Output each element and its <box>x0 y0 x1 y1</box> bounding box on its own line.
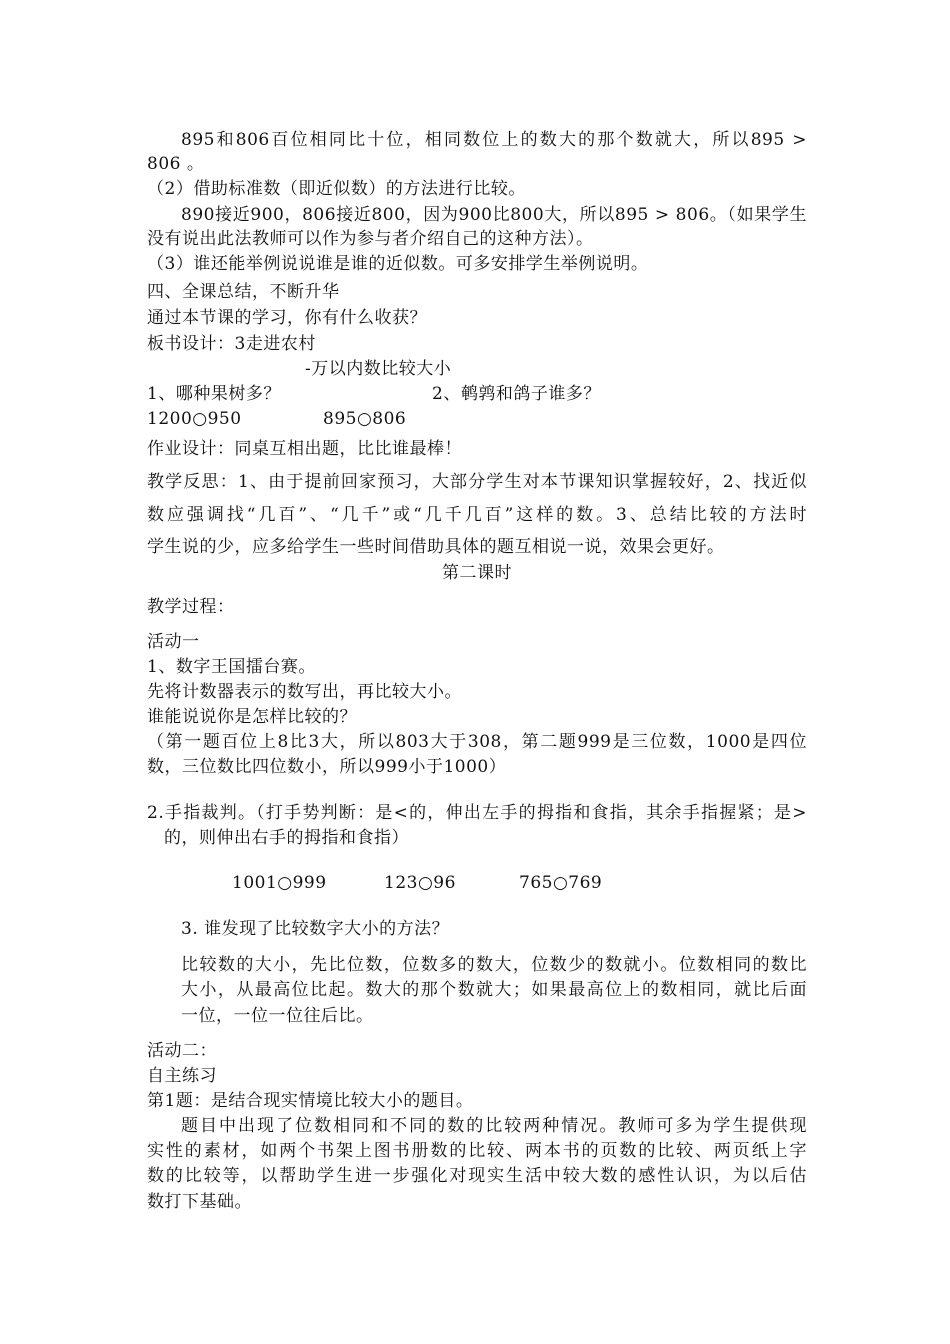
paragraph-line: 895○806 <box>323 409 407 429</box>
paragraph-line: 895和806百位相同比十位，相同数位上的数大的那个数就大，所以895 > <box>181 130 807 150</box>
paragraph-line: 自主练习 <box>147 1066 217 1086</box>
paragraph-line: 数的比较等，以帮助学生进一步强化对现实生活中较大数的感性认识，为以后估 <box>147 1166 807 1186</box>
paragraph-line: 教学过程： <box>147 597 235 617</box>
paragraph-line: 实性的素材，如两个书架上图书册数的比较、两本书的页数的比较、两页纸上字 <box>147 1141 807 1161</box>
paragraph-line: 谁能说说你是怎样比较的？ <box>147 707 357 727</box>
paragraph-line: 题目中出现了位数相同和不同的数的比较两种情况。教师可多为学生提供现 <box>181 1116 807 1136</box>
paragraph-line: 2.手指裁判。（打手势判断：是<的，伸出左手的拇指和食指，其余手指握紧；是> <box>147 803 807 823</box>
paragraph-line: 数应强调找“几百”、“几千”或“几千几百”这样的数。3、总结比较的方法时 <box>147 505 807 525</box>
paragraph-line: （第一题百位上8比3大，所以803大于308，第二题999是三位数，1000是四位 <box>147 732 807 752</box>
paragraph-line: 大小，从最高位比起。数大的那个数就大；如果最高位上的数相同，就比后面 <box>181 980 807 1000</box>
paragraph-line: 1、哪种果树多？ <box>147 384 281 404</box>
paragraph-line: 的，则伸出右手的拇指和食指） <box>164 828 409 848</box>
paragraph-line: 1、数字王国擂台赛。 <box>147 657 316 677</box>
comparison-item: 765○769 <box>519 873 603 893</box>
paragraph-line: 890接近900，806接近800，因为900比800大，所以895 > 806。（如果学生 <box>181 205 807 225</box>
paragraph-line: 教学反思：1、由于提前回家预习，大部分学生对本节课知识掌握较好，2、找近似 <box>147 472 807 492</box>
paragraph-line: 通过本节课的学习，你有什么收获？ <box>147 308 427 328</box>
lesson-title: 第二课时 <box>442 563 512 583</box>
paragraph-line: 第1题：是结合现实情境比较大小的题目。 <box>147 1091 474 1111</box>
paragraph-line: 2、鹌鹑和鸽子谁多？ <box>432 384 601 404</box>
section-heading: 活动一 <box>147 632 200 652</box>
comparison-item: 123○96 <box>384 873 456 893</box>
paragraph-line: （2）借助标准数（即近似数）的方法进行比较。 <box>147 179 526 199</box>
paragraph-line: （3）谁还能举例说说谁是谁的近似数。可多安排学生举例说明。 <box>147 254 649 274</box>
paragraph-line: 板书设计：3走进农村 <box>147 334 316 354</box>
paragraph-line: 没有说出此法教师可以作为参与者介绍自己的这种方法）。 <box>147 229 594 249</box>
paragraph-line: 先将计数器表示的数写出，再比较大小。 <box>147 682 462 702</box>
paragraph-line: 806 。 <box>147 154 205 174</box>
section-heading: 四、全课总结，不断升华 <box>147 282 340 302</box>
paragraph-line: 作业设计：同桌互相出题，比比谁最棒！ <box>147 439 462 459</box>
paragraph-line: 数，三位数比四位数小，所以999小于1000） <box>147 757 507 777</box>
paragraph-line: 数打下基础。 <box>147 1192 252 1212</box>
paragraph-line: 比较数的大小，先比位数，位数多的数大，位数少的数就小。位数相同的数比 <box>181 955 807 975</box>
paragraph-line: 学生说的少，应多给学生一些时间借助具体的题互相说一说，效果会更好。 <box>147 537 725 557</box>
section-heading: 活动二： <box>147 1041 217 1061</box>
paragraph-line: 1200○950 <box>147 409 242 429</box>
paragraph-line: 一位，一位一位往后比。 <box>181 1006 374 1026</box>
paragraph-line: -万以内数比较大小 <box>305 359 452 379</box>
paragraph-line: 3. 谁发现了比较数字大小的方法？ <box>181 919 450 939</box>
comparison-item: 1001○999 <box>232 873 327 893</box>
